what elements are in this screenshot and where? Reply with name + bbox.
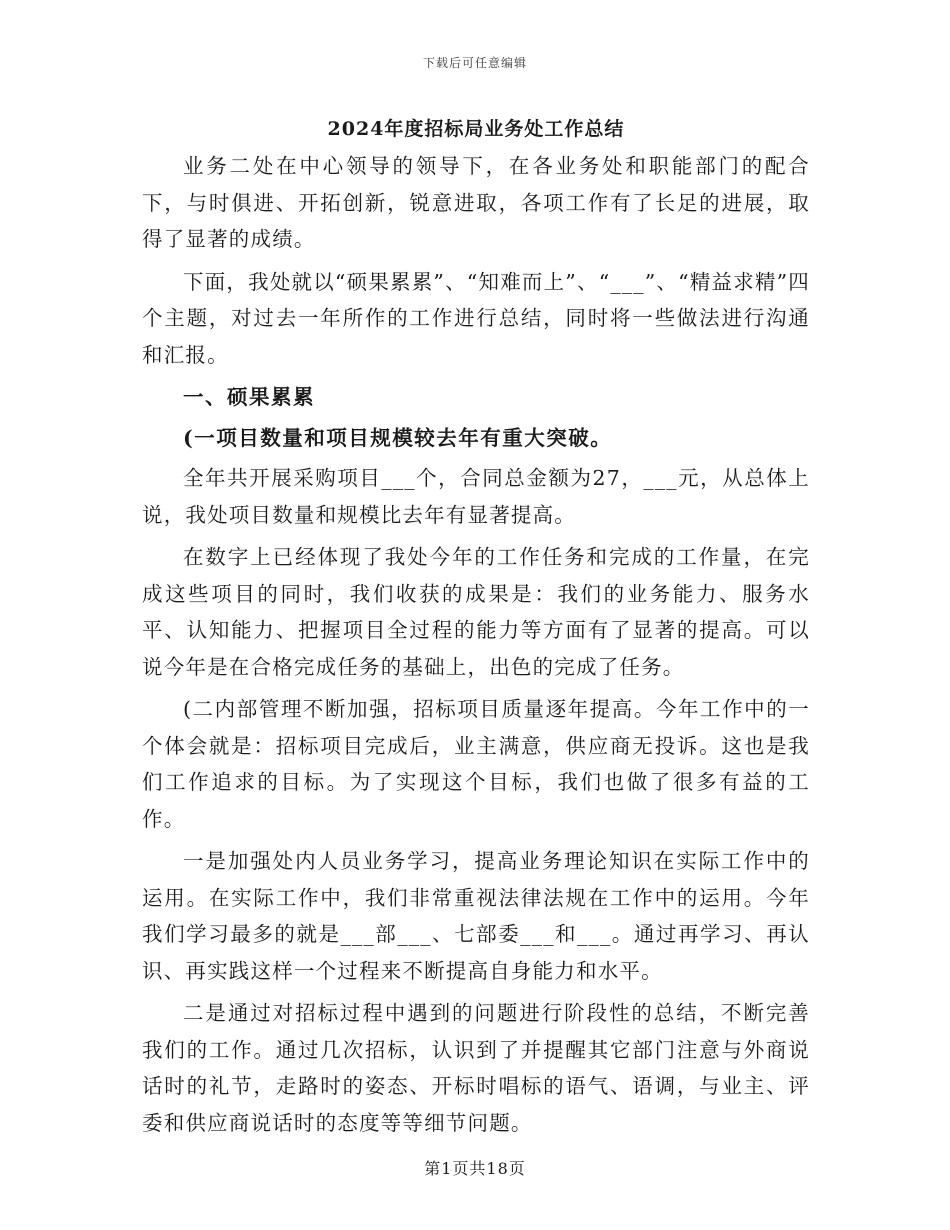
paragraph-intro: 业务二处在中心领导的领导下，在各业务处和职能部门的配合下，与时俱进、开拓创新，锐意进取，各项工作有了长足的进展，取得了显著的成绩。 — [142, 154, 810, 251]
document-title: 2024年度招标局业务处工作总结 — [327, 118, 625, 140]
document-body — [142, 112, 810, 1147]
paragraph-projects: 全年共开展采购项目___个，合同总金额为27，___元，从总体上说，我处项目数量和规模比去年有显著提高。 — [142, 466, 810, 527]
paragraph-summary: 二是通过对招标过程中遇到的问题进行阶段性的总结，不断完善我们的工作。通过几次招标，认识到了并提醒其它部门注意与外商说话时的礼节，走路时的姿态、开标时唱标的语气、语调，与业主、评委和供应商说话时的态度等等细节问题。 — [142, 1001, 810, 1135]
paragraph-themes: 下面，我处就以“硕果累累”、“知难而上”、“___”、“精益求精”四个主题，对过去一年所作的工作进行总结，同时将一些做法进行沟通和汇报。 — [142, 269, 810, 367]
paragraph-management: (二内部管理不断加强，招标项目质量逐年提高。今年工作中的一个体会就是：招标项目完成后，业主满意，供应商无投诉。这也是我们工作追求的目标。为了实现这个目标，我们也做了很多有益的工作。 — [142, 697, 810, 831]
page-footer: 第1页共18页 — [424, 1159, 526, 1178]
header-note: 下载后可任意编辑 — [422, 56, 527, 70]
subsection-heading-1: (一项目数量和项目规模较去年有重大突破。 — [183, 425, 613, 450]
section-heading-1: 一、硕果累累 — [183, 385, 315, 409]
paragraph-achievements: 在数字上已经体现了我处今年的工作任务和完成的工作量，在完成这些项目的同时，我们收获的成果是：我们的业务能力、服务水平、认知能力、把握项目全过程的能力等方面有了显著的提高。可以说今年是在合格完成任务的基础上，出色的完成了任务。 — [142, 545, 810, 679]
paragraph-study: 一是加强处内人员业务学习，提高业务理论知识在实际工作中的运用。在实际工作中，我们非常重视法律法规在工作中的运用。今年我们学习最多的就是___部___、七部委___和___。通过再学习、再认识、再实践这样一个过程来不断提高自身能力和水平。 — [142, 849, 810, 983]
